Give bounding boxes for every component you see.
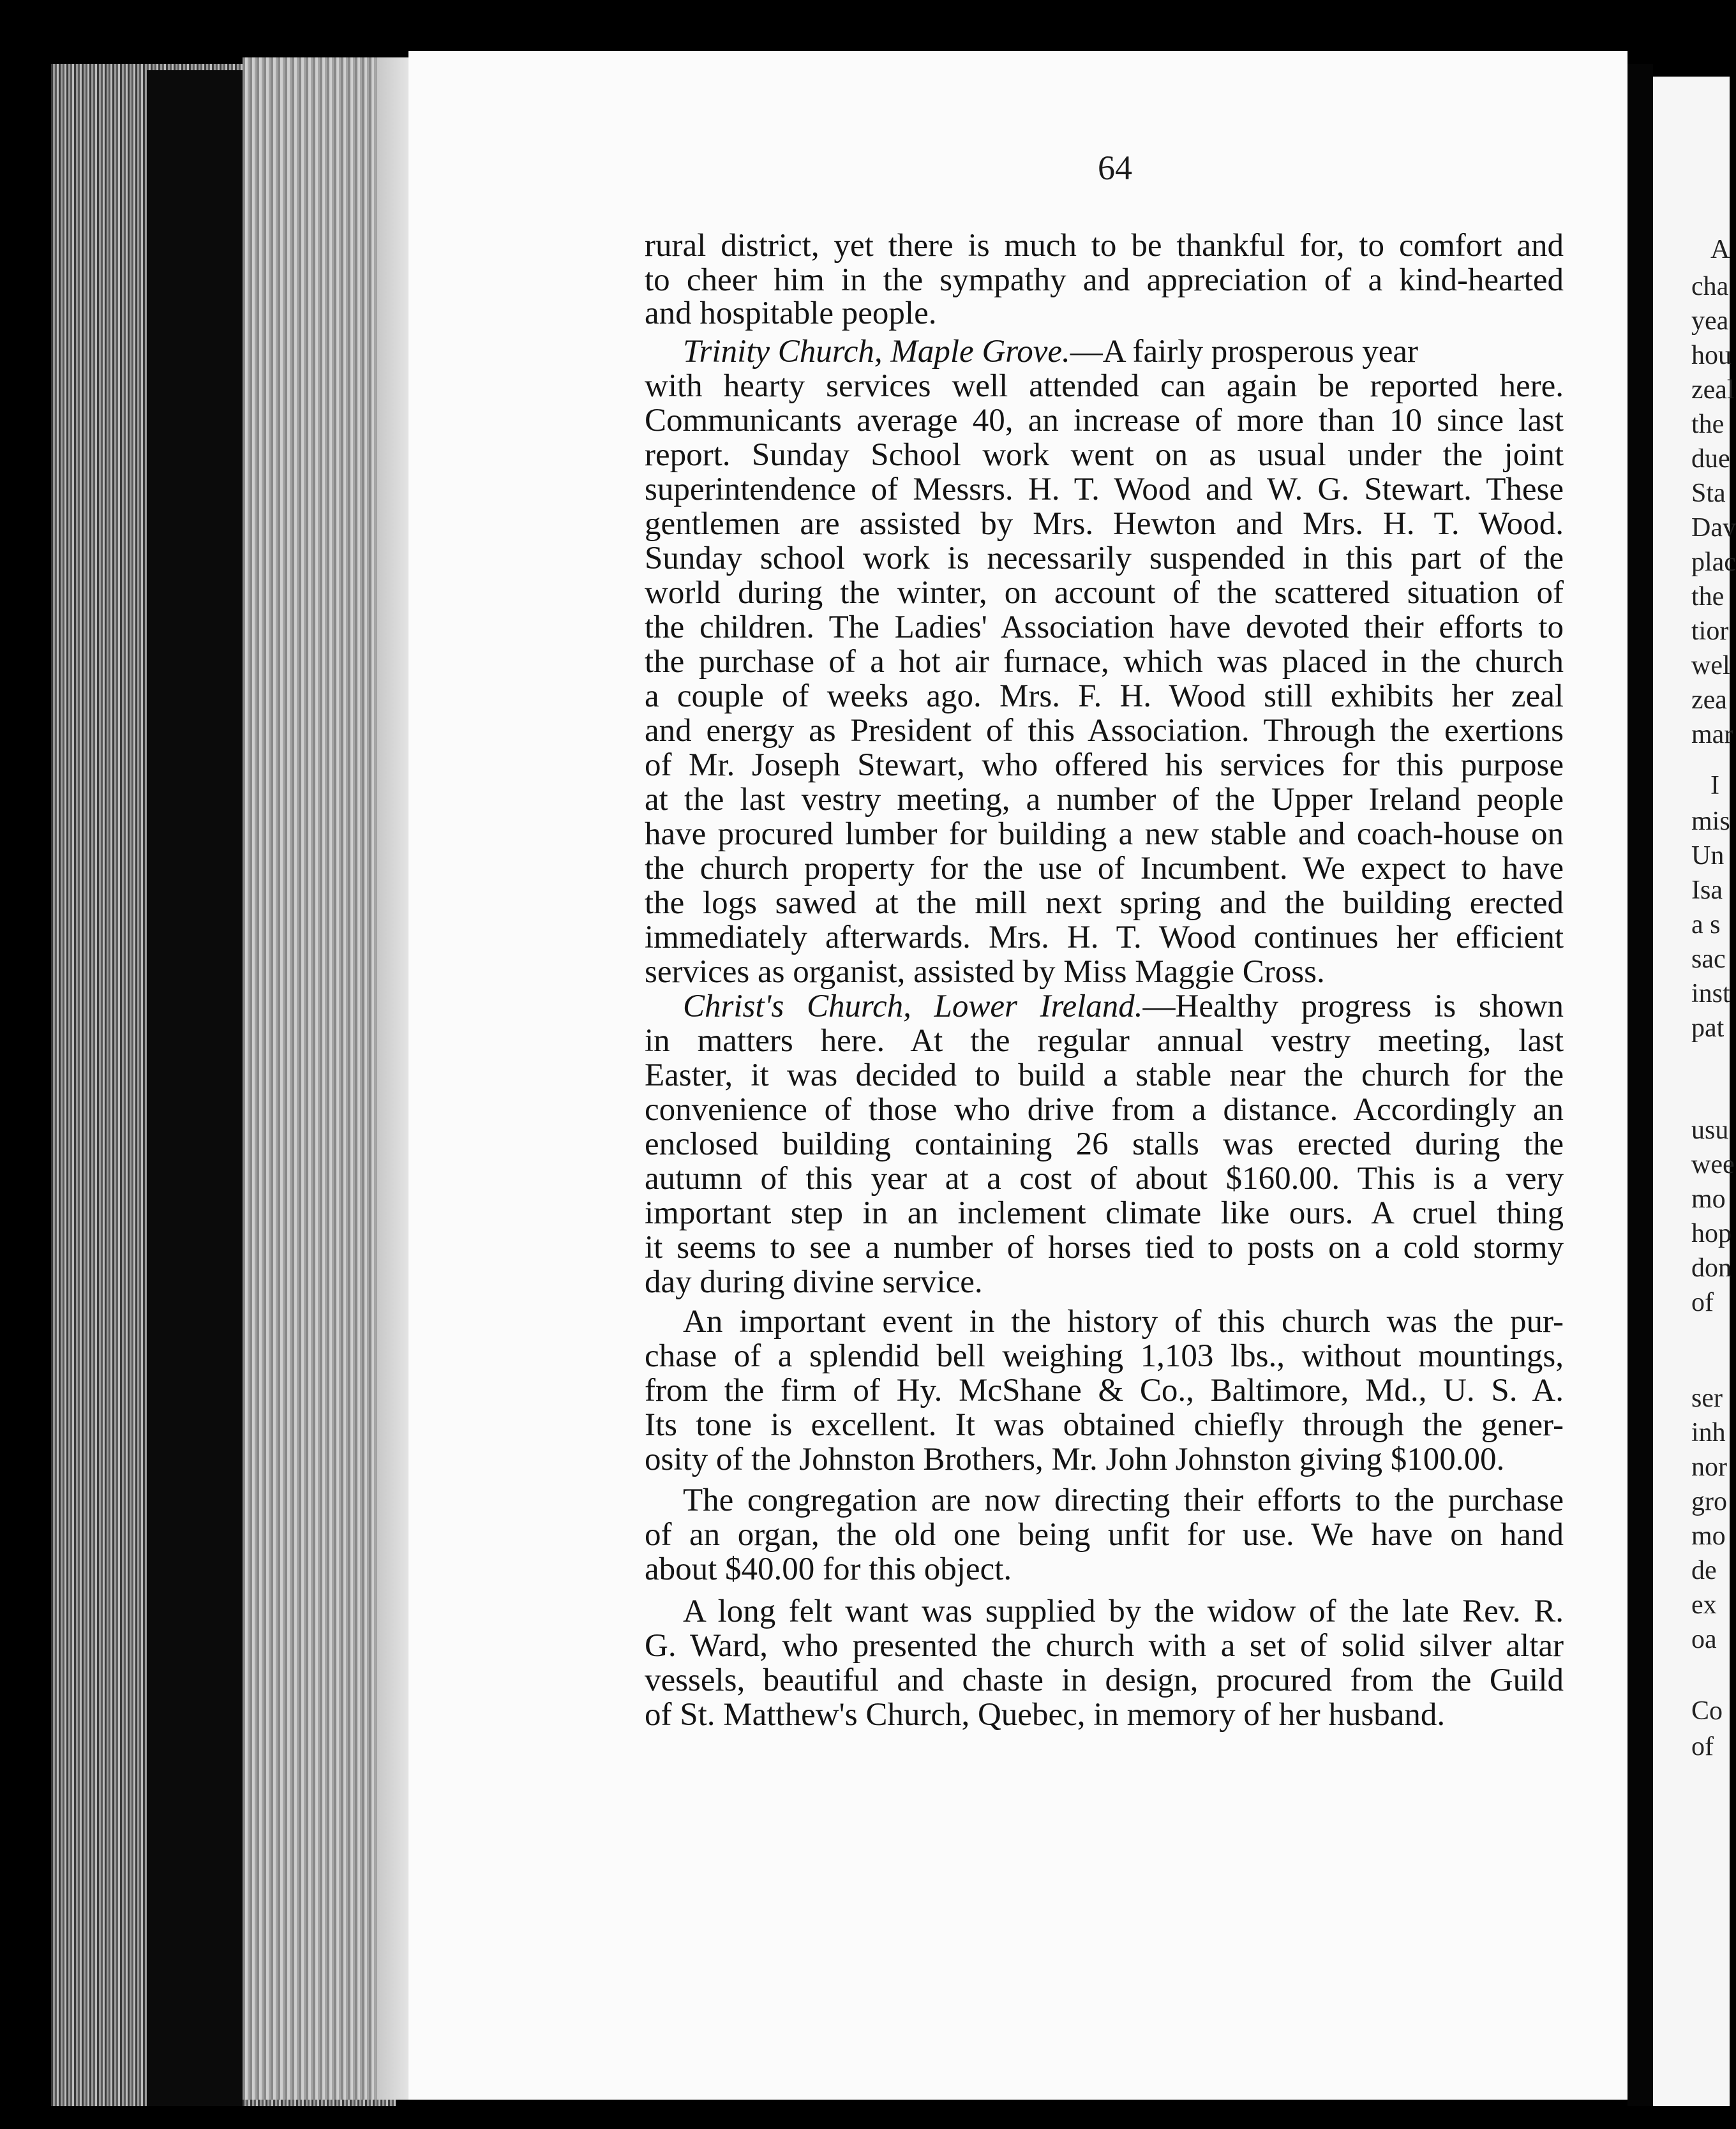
text-line: Its tone is excellent. It was obtained chiefly through the gener-: [645, 1407, 1564, 1443]
margin-fragment: don: [1691, 1253, 1732, 1283]
heading-continuation: —A fairly prosperous year: [1070, 334, 1419, 370]
text-line: superintendence of Messrs. H. T. Wood and W. G. Stewart. These: [645, 472, 1564, 507]
text-line: gentlemen are assisted by Mrs. Hewton and Mrs. H. T. Wood.: [645, 506, 1564, 542]
text-line: services as organist, assisted by Miss Maggie Cross.: [645, 954, 1325, 990]
margin-fragment: Dav: [1691, 513, 1736, 542]
margin-fragment: cha: [1691, 272, 1729, 301]
margin-fragment: sac: [1691, 945, 1726, 974]
page-number: 64: [1098, 149, 1132, 187]
text-line: rural district, yet there is much to be thankful for, to comfort and: [645, 228, 1564, 264]
margin-fragment: plac: [1691, 548, 1736, 577]
text-line: about $40.00 for this object.: [645, 1551, 1012, 1587]
text-line: the purchase of a hot air furnace, which was placed in the church: [645, 644, 1564, 680]
book-edge-shadow: [147, 70, 243, 2106]
text-line: have procured lumber for building a new stable and coach-house on: [645, 816, 1564, 852]
margin-fragment: gro: [1691, 1487, 1727, 1516]
margin-fragment: zeal: [1691, 375, 1735, 405]
text-line: of an organ, the old one being unfit for use. We have on hand: [645, 1517, 1564, 1553]
book-spine: [1627, 64, 1653, 2106]
margin-fragment: oa: [1691, 1625, 1717, 1654]
margin-fragment: Isa: [1691, 876, 1723, 905]
margin-fragment: ex: [1691, 1590, 1717, 1620]
margin-fragment: A: [1710, 235, 1730, 264]
text-line: day during divine service.: [645, 1264, 983, 1300]
margin-fragment: nor: [1691, 1453, 1727, 1482]
text-line: in matters here. At the regular annual vestry meeting, last: [645, 1023, 1564, 1059]
text-line: with hearty services well attended can again be reported here.: [645, 368, 1564, 404]
text-line: world during the winter, on account of the scattered situation of: [645, 575, 1564, 611]
margin-fragment: a s: [1691, 910, 1721, 939]
margin-fragment: pat: [1691, 1013, 1725, 1043]
margin-fragment: Un: [1691, 841, 1725, 870]
margin-fragment: I: [1710, 771, 1719, 800]
margin-fragment: wel: [1691, 651, 1730, 680]
book-edge-stack: [243, 57, 377, 2100]
margin-fragment: the: [1691, 410, 1725, 439]
text-line: a couple of weeks ago. Mrs. F. H. Wood still exhibits her zeal: [645, 678, 1564, 714]
heading-continuation: —Healthy progress is shown: [1142, 989, 1564, 1024]
margin-fragment: due: [1691, 444, 1730, 474]
margin-fragment: mar: [1691, 720, 1733, 749]
text-line: [645, 336, 1564, 368]
text-line: An important event in the history of this church was the pur-: [683, 1304, 1564, 1340]
text-line: from the firm of Hy. McShane & Co., Baltimore, Md., U. S. A.: [645, 1373, 1564, 1408]
text-line: the children. The Ladies' Association have devoted their efforts to: [645, 609, 1564, 645]
margin-fragment: tior: [1691, 616, 1729, 646]
text-line: Easter, it was decided to build a stable near the church for the: [645, 1057, 1564, 1093]
text-line: important step in an inclement climate like ours. A cruel thing: [645, 1195, 1564, 1231]
margin-fragment: inh: [1691, 1418, 1726, 1447]
margin-fragment: of: [1691, 1732, 1714, 1761]
text-line: convenience of those who drive from a distance. Accordingly an: [645, 1092, 1564, 1128]
text-line: vessels, beautiful and chaste in design, procured from the Guild: [645, 1662, 1564, 1698]
margin-fragment: mo: [1691, 1184, 1726, 1214]
text-line: of St. Matthew's Church, Quebec, in memory of her husband.: [645, 1697, 1446, 1733]
text-line: of Mr. Joseph Stewart, who offered his services for this purpose: [645, 747, 1564, 783]
text-line: it seems to see a number of horses tied to posts on a cold stormy: [645, 1230, 1564, 1266]
text-line: and energy as President of this Association. Through the exertions: [645, 713, 1564, 749]
margin-fragment: hop: [1691, 1219, 1732, 1248]
text-line: The congregation are now directing their efforts to the purchase: [683, 1483, 1564, 1518]
margin-fragment: inst: [1691, 979, 1730, 1008]
text-line: enclosed building containing 26 stalls was erected during the: [645, 1126, 1564, 1162]
text-line: Sunday school work is necessarily suspended in this part of the: [645, 541, 1564, 576]
facing-page-fragment: [1653, 77, 1736, 2106]
text-line: report. Sunday School work went on as usual under the joint: [645, 437, 1564, 473]
margin-fragment: de: [1691, 1556, 1717, 1585]
text-line: Communicants average 40, an increase of more than 10 since last: [645, 403, 1564, 438]
margin-fragment: the: [1691, 582, 1725, 611]
text-line: the logs sawed at the mill next spring and the building erected: [645, 885, 1564, 921]
text-line: the church property for the use of Incumbent. We expect to have: [645, 851, 1564, 886]
text-line: osity of the Johnston Brothers, Mr. John Johnston giving $100.00.: [645, 1442, 1505, 1477]
margin-fragment: ser: [1691, 1384, 1723, 1413]
text-line: at the last vestry meeting, a number of the Upper Ireland people: [645, 782, 1564, 818]
church-heading: Trinity Church, Maple Grove.: [683, 334, 1070, 370]
margin-fragment: Sta: [1691, 479, 1726, 508]
margin-fragment: Co: [1691, 1696, 1723, 1726]
text-line: [645, 990, 1564, 1023]
margin-fragment: mis: [1691, 807, 1730, 836]
margin-fragment: yea: [1691, 306, 1729, 336]
text-line: G. Ward, who presented the church with a set of solid silver altar: [645, 1628, 1564, 1664]
margin-fragment: mo: [1691, 1521, 1726, 1551]
text-line: to cheer him in the sympathy and appreciation of a kind-hearted: [645, 262, 1564, 298]
margin-fragment: usu: [1691, 1116, 1729, 1145]
text-line: chase of a splendid bell weighing 1,103 lbs., without mountings,: [645, 1338, 1564, 1374]
margin-fragment: hou: [1691, 341, 1732, 370]
text-line: immediately afterwards. Mrs. H. T. Wood continues her efficient: [645, 920, 1564, 955]
text-line: A long felt want was supplied by the widow of the late Rev. R.: [683, 1594, 1564, 1629]
margin-fragment: of: [1691, 1288, 1714, 1317]
margin-fragment: wee: [1691, 1150, 1735, 1179]
text-line: autumn of this year at a cost of about $160.00. This is a very: [645, 1161, 1564, 1197]
margin-fragment: zea: [1691, 685, 1727, 715]
church-heading: Christ's Church, Lower Ireland.: [683, 989, 1143, 1024]
text-line: and hospitable people.: [645, 295, 937, 331]
